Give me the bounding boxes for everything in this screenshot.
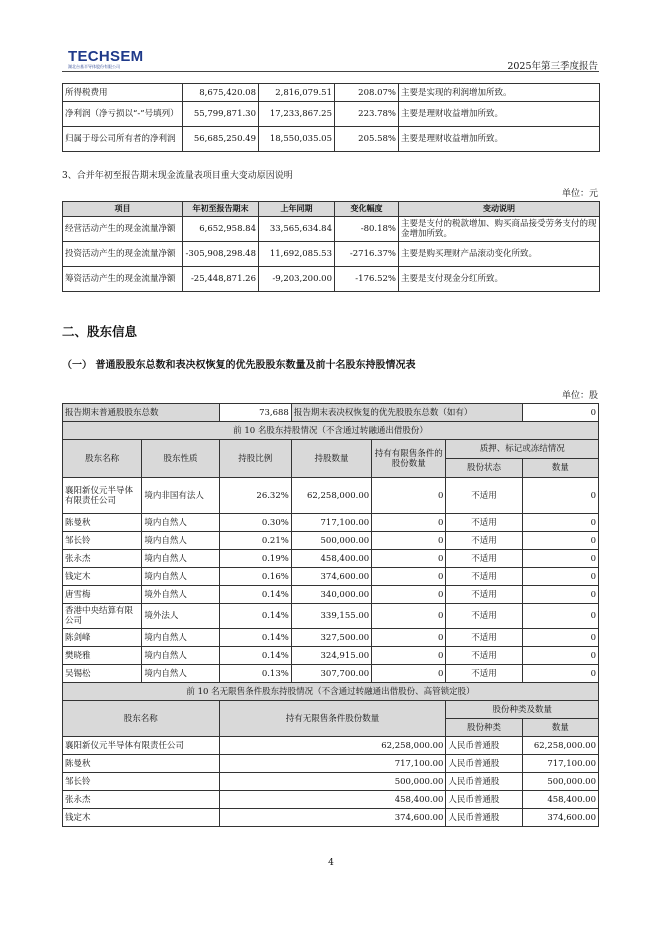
sh-header-pledge: 质押、标记或冻结情况 bbox=[446, 440, 599, 459]
unrestricted-quantity: 62,258,000.00 bbox=[219, 737, 446, 755]
table-row bbox=[63, 737, 599, 755]
cashflow-header-change: 变化幅度 bbox=[335, 202, 399, 217]
unrestricted-kind: 人民币普通股 bbox=[446, 773, 522, 791]
total-shareholders-value: 73,688 bbox=[219, 404, 291, 422]
shareholder-table bbox=[62, 403, 599, 827]
unrestricted-header-row bbox=[63, 701, 599, 719]
shareholder-name: 襄阳新仪元半导体有限责任公司 bbox=[63, 478, 142, 514]
unrestricted-kind: 人民币普通股 bbox=[446, 809, 522, 827]
shareholder-name: 唐雪梅 bbox=[63, 586, 142, 604]
shareholder-ratio: 0.14% bbox=[219, 586, 291, 604]
row-change: 223.78% bbox=[335, 102, 399, 127]
shareholder-quantity: 339,155.00 bbox=[291, 604, 371, 629]
unrestricted-count: 500,000.00 bbox=[522, 773, 598, 791]
unrestricted-name: 陈曼秋 bbox=[63, 755, 220, 773]
row-current: 8,675,420.08 bbox=[183, 84, 259, 102]
row-change: -2716.37% bbox=[335, 242, 399, 267]
shareholder-nature: 境内非国有法人 bbox=[142, 478, 219, 514]
row-current: 56,685,250.49 bbox=[183, 127, 259, 152]
shareholder-status: 不适用 bbox=[446, 532, 522, 550]
shareholder-restricted: 0 bbox=[372, 586, 446, 604]
unrestricted-quantity: 500,000.00 bbox=[219, 773, 446, 791]
row-reason: 主要是实现的利润增加所致。 bbox=[399, 84, 600, 102]
row-reason: 主要是支付的税款增加、购买商品接受劳务支付的现金增加所致。 bbox=[399, 217, 600, 242]
unrestricted-name: 襄阳新仪元半导体有限责任公司 bbox=[63, 737, 220, 755]
cashflow-header-reason: 变动说明 bbox=[399, 202, 600, 217]
shareholder-restricted: 0 bbox=[372, 568, 446, 586]
shareholder-restricted: 0 bbox=[372, 647, 446, 665]
unrestricted-count: 374,600.00 bbox=[522, 809, 598, 827]
table-row bbox=[63, 647, 599, 665]
row-item: 归属于母公司所有者的净利润 bbox=[63, 127, 183, 152]
shareholder-restricted: 0 bbox=[372, 478, 446, 514]
row-prior: 2,816,079.51 bbox=[259, 84, 335, 102]
unrestricted-kind: 人民币普通股 bbox=[446, 755, 522, 773]
shareholder-status: 不适用 bbox=[446, 478, 522, 514]
shareholder-quantity: 324,915.00 bbox=[291, 647, 371, 665]
header-divider bbox=[62, 71, 599, 72]
table-row bbox=[63, 550, 599, 568]
section-subtitle: （一） 普通股股东总数和表决权恢复的优先股股东数量及前十名股东持股情况表 bbox=[62, 360, 416, 371]
logo-subtext: 湖北台基半导体股份有限公司 bbox=[68, 64, 120, 69]
table-row bbox=[63, 665, 599, 683]
unrestricted-header-kind-group: 股份种类及数量 bbox=[446, 701, 599, 719]
shareholder-status: 不适用 bbox=[446, 514, 522, 532]
shareholder-restricted: 0 bbox=[372, 550, 446, 568]
shareholder-restricted: 0 bbox=[372, 532, 446, 550]
shareholder-quantity: 327,500.00 bbox=[291, 629, 371, 647]
row-current: -25,448,871.26 bbox=[183, 267, 259, 292]
table-row bbox=[63, 84, 600, 102]
cashflow-header-current: 年初至报告期末 bbox=[183, 202, 259, 217]
row-prior: -9,203,200.00 bbox=[259, 267, 335, 292]
table-row bbox=[63, 791, 599, 809]
shareholder-restricted: 0 bbox=[372, 629, 446, 647]
table-row bbox=[63, 217, 600, 242]
shareholder-ratio: 0.14% bbox=[219, 647, 291, 665]
sh-header-restricted: 持有有限售条件的股份数量 bbox=[372, 440, 446, 478]
table-row bbox=[63, 629, 599, 647]
sh-header-quantity: 持股数量 bbox=[291, 440, 371, 478]
profit-table bbox=[62, 83, 600, 152]
shareholder-name: 吴锡松 bbox=[63, 665, 142, 683]
cashflow-note: 3、合并年初至报告期末现金流量表项目重大变动原因说明 bbox=[62, 171, 293, 181]
shareholder-status: 不适用 bbox=[446, 629, 522, 647]
row-reason: 主要是理财收益增加所致。 bbox=[399, 127, 600, 152]
shareholder-count: 0 bbox=[522, 532, 598, 550]
row-prior: 18,550,035.05 bbox=[259, 127, 335, 152]
sh-header-count: 数量 bbox=[522, 459, 598, 478]
unrestricted-name: 邹长铃 bbox=[63, 773, 220, 791]
cashflow-unit: 单位：元 bbox=[561, 189, 598, 199]
row-item: 所得税费用 bbox=[63, 84, 183, 102]
shareholder-ratio: 0.19% bbox=[219, 550, 291, 568]
row-reason: 主要是购买理财产品滚动变化所致。 bbox=[399, 242, 600, 267]
shareholder-name: 陈曼秋 bbox=[63, 514, 142, 532]
shareholder-quantity: 500,000.00 bbox=[291, 532, 371, 550]
sh-header-name: 股东名称 bbox=[63, 440, 142, 478]
shareholder-nature: 境外法人 bbox=[142, 604, 219, 629]
shareholder-restricted: 0 bbox=[372, 514, 446, 532]
row-prior: 17,233,867.25 bbox=[259, 102, 335, 127]
shareholder-nature: 境内自然人 bbox=[142, 532, 219, 550]
shareholder-count: 0 bbox=[522, 629, 598, 647]
sh-header-status: 股份状态 bbox=[446, 459, 522, 478]
shareholder-quantity: 307,700.00 bbox=[291, 665, 371, 683]
unrestricted-kind: 人民币普通股 bbox=[446, 737, 522, 755]
cashflow-header-prior: 上年同期 bbox=[259, 202, 335, 217]
logo-text: TECHSEM bbox=[68, 48, 144, 65]
unrestricted-header-quantity: 持有无限售条件股份数量 bbox=[219, 701, 446, 737]
shareholder-count: 0 bbox=[522, 568, 598, 586]
shareholder-count: 0 bbox=[522, 478, 598, 514]
shareholder-name: 钱定木 bbox=[63, 568, 142, 586]
unrestricted-name: 张永杰 bbox=[63, 791, 220, 809]
shareholder-nature: 境内自然人 bbox=[142, 550, 219, 568]
shareholder-nature: 境内自然人 bbox=[142, 665, 219, 683]
unrestricted-header-kind: 股份种类 bbox=[446, 719, 522, 737]
shareholder-status: 不适用 bbox=[446, 604, 522, 629]
section-title: 二、股东信息 bbox=[62, 324, 138, 339]
shareholder-count: 0 bbox=[522, 604, 598, 629]
shareholder-ratio: 0.30% bbox=[219, 514, 291, 532]
table-row bbox=[63, 532, 599, 550]
table-row bbox=[63, 102, 600, 127]
unrestricted-quantity: 458,400.00 bbox=[219, 791, 446, 809]
shareholder-quantity: 374,600.00 bbox=[291, 568, 371, 586]
shareholder-restricted: 0 bbox=[372, 604, 446, 629]
table-row bbox=[63, 242, 600, 267]
shareholder-name: 张永杰 bbox=[63, 550, 142, 568]
unrestricted-kind: 人民币普通股 bbox=[446, 791, 522, 809]
row-item: 净利润（净亏损以“-”号填列） bbox=[63, 102, 183, 127]
preferred-shareholders-label: 报告期末表决权恢复的优先股股东总数（如有） bbox=[291, 404, 522, 422]
shareholder-restricted: 0 bbox=[372, 665, 446, 683]
row-prior: 11,692,085.53 bbox=[259, 242, 335, 267]
shareholder-ratio: 0.21% bbox=[219, 532, 291, 550]
unrestricted-count: 717,100.00 bbox=[522, 755, 598, 773]
cashflow-table bbox=[62, 201, 600, 292]
shareholder-name: 陈剑峰 bbox=[63, 629, 142, 647]
unrestricted-title-row bbox=[63, 683, 599, 701]
table-row bbox=[63, 755, 599, 773]
table-row bbox=[63, 568, 599, 586]
shareholder-ratio: 0.16% bbox=[219, 568, 291, 586]
cashflow-header-item: 项目 bbox=[63, 202, 183, 217]
row-prior: 33,565,634.84 bbox=[259, 217, 335, 242]
row-reason: 主要是理财收益增加所致。 bbox=[399, 102, 600, 127]
preferred-shareholders-value: 0 bbox=[522, 404, 598, 422]
row-change: -80.18% bbox=[335, 217, 399, 242]
shareholder-status: 不适用 bbox=[446, 586, 522, 604]
table-row bbox=[63, 604, 599, 629]
shareholder-unit: 单位：股 bbox=[561, 391, 598, 401]
company-logo bbox=[68, 48, 144, 69]
shareholder-name: 邹长铃 bbox=[63, 532, 142, 550]
shareholder-quantity: 340,000.00 bbox=[291, 586, 371, 604]
shareholder-quantity: 717,100.00 bbox=[291, 514, 371, 532]
shareholder-count: 0 bbox=[522, 550, 598, 568]
shareholder-nature: 境外自然人 bbox=[142, 586, 219, 604]
report-title: 2025年第三季度报告 bbox=[507, 61, 598, 72]
row-reason: 主要是支付现金分红所致。 bbox=[399, 267, 600, 292]
row-item: 筹资活动产生的现金流量净额 bbox=[63, 267, 183, 292]
shareholder-name: 香港中央结算有限公司 bbox=[63, 604, 142, 629]
shareholder-count: 0 bbox=[522, 514, 598, 532]
shareholder-nature: 境内自然人 bbox=[142, 514, 219, 532]
shareholder-ratio: 0.14% bbox=[219, 604, 291, 629]
row-current: 55,799,871.30 bbox=[183, 102, 259, 127]
shareholder-count: 0 bbox=[522, 665, 598, 683]
row-item: 投资活动产生的现金流量净额 bbox=[63, 242, 183, 267]
shareholder-ratio: 26.32% bbox=[219, 478, 291, 514]
table-row bbox=[63, 514, 599, 532]
row-change: -176.52% bbox=[335, 267, 399, 292]
sh-header-ratio: 持股比例 bbox=[219, 440, 291, 478]
shareholder-status: 不适用 bbox=[446, 550, 522, 568]
row-change: 208.07% bbox=[335, 84, 399, 102]
shareholder-ratio: 0.13% bbox=[219, 665, 291, 683]
shareholder-count: 0 bbox=[522, 586, 598, 604]
shareholder-nature: 境内自然人 bbox=[142, 647, 219, 665]
top10-title: 前 10 名股东持股情况（不含通过转融通出借股份） bbox=[63, 422, 599, 440]
row-change: 205.58% bbox=[335, 127, 399, 152]
shareholder-quantity: 458,400.00 bbox=[291, 550, 371, 568]
table-row bbox=[63, 478, 599, 514]
shareholder-quantity: 62,258,000.00 bbox=[291, 478, 371, 514]
row-current: -305,908,298.48 bbox=[183, 242, 259, 267]
shareholder-nature: 境内自然人 bbox=[142, 629, 219, 647]
total-shareholders-label: 报告期末普通股股东总数 bbox=[63, 404, 220, 422]
table-row bbox=[63, 586, 599, 604]
unrestricted-count: 458,400.00 bbox=[522, 791, 598, 809]
row-current: 6,652,958.84 bbox=[183, 217, 259, 242]
unrestricted-header-name: 股东名称 bbox=[63, 701, 220, 737]
table-row bbox=[63, 809, 599, 827]
table-row bbox=[63, 773, 599, 791]
shareholder-status: 不适用 bbox=[446, 647, 522, 665]
row-item: 经营活动产生的现金流量净额 bbox=[63, 217, 183, 242]
unrestricted-name: 钱定木 bbox=[63, 809, 220, 827]
unrestricted-count: 62,258,000.00 bbox=[522, 737, 598, 755]
table-row bbox=[63, 127, 600, 152]
unrestricted-header-count: 数量 bbox=[522, 719, 598, 737]
shareholder-ratio: 0.14% bbox=[219, 629, 291, 647]
unrestricted-quantity: 374,600.00 bbox=[219, 809, 446, 827]
shareholder-nature: 境内自然人 bbox=[142, 568, 219, 586]
shareholder-status: 不适用 bbox=[446, 568, 522, 586]
unrestricted-title: 前 10 名无限售条件股东持股情况（不含通过转融通出借股份、高管锁定股） bbox=[63, 683, 599, 701]
unrestricted-quantity: 717,100.00 bbox=[219, 755, 446, 773]
shareholder-name: 樊晓雅 bbox=[63, 647, 142, 665]
shareholder-status: 不适用 bbox=[446, 665, 522, 683]
page-number: 4 bbox=[328, 858, 334, 868]
shareholder-count: 0 bbox=[522, 647, 598, 665]
table-row bbox=[63, 267, 600, 292]
sh-header-nature: 股东性质 bbox=[142, 440, 219, 478]
